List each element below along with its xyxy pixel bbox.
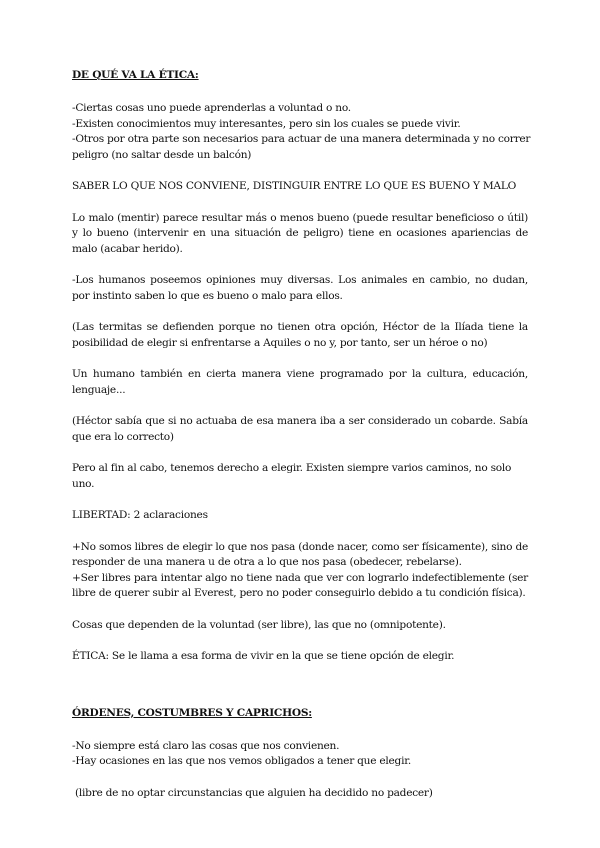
- paragraph-libres-1: +No somos libres de elegir lo que nos pasa (donde nacer, como ser físicamente), sino de responder de una manera u de otra a lo que nos pasa (obedecer, rebelarse).: [72, 540, 528, 568]
- section-title-etica: DE QUÉ VA LA ÉTICA:: [72, 69, 199, 81]
- paragraph-derecho: Pero al fin al cabo, tenemos derecho a elegir. Existen siempre varios caminos, no solo uno.: [72, 462, 512, 490]
- paragraph-etica: ÉTICA: Se le llama a esa forma de vivir en la que se tiene opción de elegir.: [72, 650, 455, 662]
- text-line: -Existen conocimientos muy interesantes, pero sin los cuales se puede vivir.: [72, 117, 461, 130]
- text-line: -Otros por otra parte son necesarios para actuar de una manera determinada y no correr: [72, 133, 531, 145]
- section-title-ordenes: ÓRDENES, COSTUMBRES Y CAPRICHOS:: [72, 706, 312, 719]
- paragraph-libres-2: +Ser libres para intentar algo no tiene nada que ver con lograrlo indefectiblemente (ser libre de querer subir al Everest, pero no poder conseguirlo debido a tu condición física).: [72, 571, 528, 599]
- subtitle-saber: SABER LO QUE NOS CONVIENE, DISTINGUIR ENTRE LO QUE ES BUENO Y MALO: [72, 180, 517, 192]
- paragraph-termitas: (Las termitas se defienden porque no tienen otra opción, Héctor de la Ilíada tiene la posibilidad de elegir si enfrentarse a Aquiles o no y, por tanto, ser un héroe o no): [72, 321, 528, 349]
- text-line: -Hay ocasiones en las que nos vemos obligados a tener que elegir.: [72, 755, 411, 767]
- paragraph-programado: Un humano también en cierta manera viene programado por la cultura, educación, lenguaje...: [72, 368, 528, 396]
- text-line: -No siempre está claro las cosas que nos convienen.: [72, 739, 340, 752]
- text-line: -Ciertas cosas uno puede aprenderlas a voluntad o no.: [72, 102, 351, 114]
- text-line: peligro (no saltar desde un balcón): [72, 148, 252, 161]
- paragraph-note: (libre de no optar circunstancias que alguien ha decidido no padecer): [75, 786, 433, 799]
- document-page: [72, 68, 531, 801]
- libertad-title: LIBERTAD: 2 aclaraciones: [72, 509, 208, 521]
- paragraph-humanos: -Los humanos poseemos opiniones muy diversas. Los animales en cambio, no dudan, por instinto saben lo que es bueno o malo para ellos.: [72, 274, 528, 302]
- paragraph-malo: Lo malo (mentir) parece resultar más o menos bueno (puede resultar beneficioso o útil) y lo bueno (intervenir en una situación de peligro) tiene en ocasiones apariencias de malo (acabar herido).: [72, 211, 528, 255]
- paragraph-hector: (Héctor sabía que si no actuaba de esa manera iba a ser considerado un cobarde. Sabía que era lo correcto): [72, 415, 528, 443]
- paragraph-cosas: Cosas que dependen de la voluntad (ser libre), las que no (omnipotente).: [72, 618, 446, 631]
